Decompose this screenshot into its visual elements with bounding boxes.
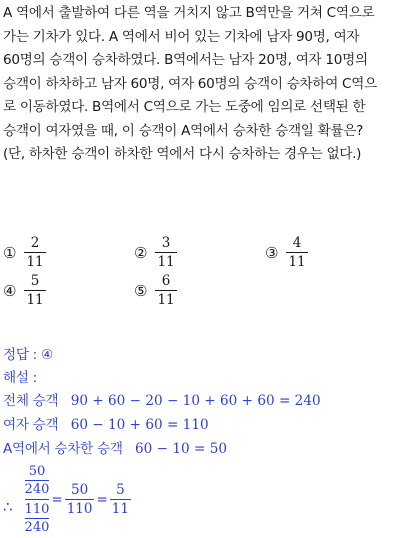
equals-sign: = <box>51 491 63 508</box>
numerator: 5 <box>116 482 125 498</box>
total-label: 전체 승객 <box>3 393 59 409</box>
explanation-text: 해설 : <box>3 370 37 386</box>
fraction-bar <box>25 480 50 481</box>
numerator: 6 <box>161 273 171 289</box>
denominator: 11 <box>157 292 175 308</box>
choice-fraction <box>155 273 176 308</box>
equals-sign: = <box>96 491 108 508</box>
total-expression: 90 + 60 − 20 − 10 + 60 + 60 = 240 <box>70 393 321 409</box>
choice-fraction <box>286 235 307 270</box>
fraction-bar <box>24 290 45 291</box>
choice-fraction <box>24 273 45 308</box>
denominator: 11 <box>26 254 44 270</box>
problem-text <box>3 2 398 167</box>
problem-line: 60명의 승객이 승차하였다. B역에서는 남자 20명, 여자 10명의 <box>3 52 368 68</box>
fraction-bar <box>25 518 50 519</box>
compound-denominator <box>25 502 50 535</box>
compound-fraction <box>25 464 50 535</box>
fraction-bar <box>65 499 95 500</box>
choice-2[interactable] <box>134 235 177 270</box>
choice-5[interactable] <box>134 273 177 308</box>
female-passengers-line <box>3 413 209 433</box>
problem-line: 승객이 하차하고 남자 60명, 여자 60명의 승객이 승차하여 C역으 <box>3 75 377 92</box>
fraction-bar <box>155 252 176 253</box>
answer-line <box>3 343 53 363</box>
numerator: 2 <box>30 235 40 251</box>
problem-line: 승객이 여자였을 때, 이 승객이 A역에서 승차한 승객일 확률은? <box>3 122 364 139</box>
final-computation <box>3 464 131 535</box>
denominator: 11 <box>26 292 44 308</box>
fraction-bar <box>24 252 45 253</box>
fraction-bar <box>155 290 176 291</box>
numerator: 5 <box>30 273 40 289</box>
problem-line: 로 이동하였다. B역에서 C역으로 가는 도중에 임의로 선택된 한 <box>3 99 366 115</box>
choice-1[interactable] <box>3 235 46 270</box>
main-fraction-bar <box>25 499 50 500</box>
numerator: 50 <box>28 464 46 479</box>
choice-4[interactable] <box>3 273 46 308</box>
choice-3[interactable] <box>265 235 308 270</box>
total-passengers-line <box>3 389 321 409</box>
numerator: 110 <box>24 502 50 517</box>
denominator: 11 <box>111 501 129 517</box>
problem-line: 가는 기차가 있다. A 역에서 비어 있는 기차에 남자 90명, 여자 <box>3 28 360 45</box>
numerator: 3 <box>161 235 171 251</box>
compound-numerator <box>25 464 50 497</box>
numerator: 50 <box>70 482 89 498</box>
answer-text: 정답 : ④ <box>3 347 53 363</box>
choice-mark: ② <box>134 243 148 262</box>
problem-line: A 역에서 출발하여 다른 역을 거치지 않고 B역만을 거쳐 C역으로 <box>3 5 375 21</box>
female-expression: 60 − 10 + 60 = 110 <box>70 417 209 433</box>
choice-fraction <box>155 235 176 270</box>
choice-fraction <box>24 235 45 270</box>
fraction-bar <box>110 499 131 500</box>
denominator: 240 <box>24 520 50 535</box>
a-station-passengers-line <box>3 437 227 457</box>
denominator: 11 <box>288 254 306 270</box>
female-label: 여자 승객 <box>3 417 59 433</box>
therefore-symbol: ∴ <box>3 497 13 516</box>
fraction-bar <box>286 252 307 253</box>
intermediate-fraction <box>65 482 95 517</box>
denominator: 240 <box>24 482 50 497</box>
numerator: 4 <box>292 235 302 251</box>
a-female-expression: 60 − 10 = 50 <box>135 441 227 457</box>
explanation-label <box>3 366 37 386</box>
choice-mark: ④ <box>3 281 17 300</box>
choice-mark: ⑤ <box>134 281 148 300</box>
a-female-label: A역에서 승차한 승객 <box>3 441 123 457</box>
choice-mark: ① <box>3 243 17 262</box>
denominator: 11 <box>157 254 175 270</box>
denominator: 110 <box>66 501 93 517</box>
result-fraction <box>110 482 131 517</box>
choice-mark: ③ <box>265 243 279 262</box>
problem-line: (단, 하차한 승객이 하차한 역에서 다시 승차하는 경우는 없다.) <box>3 146 362 162</box>
